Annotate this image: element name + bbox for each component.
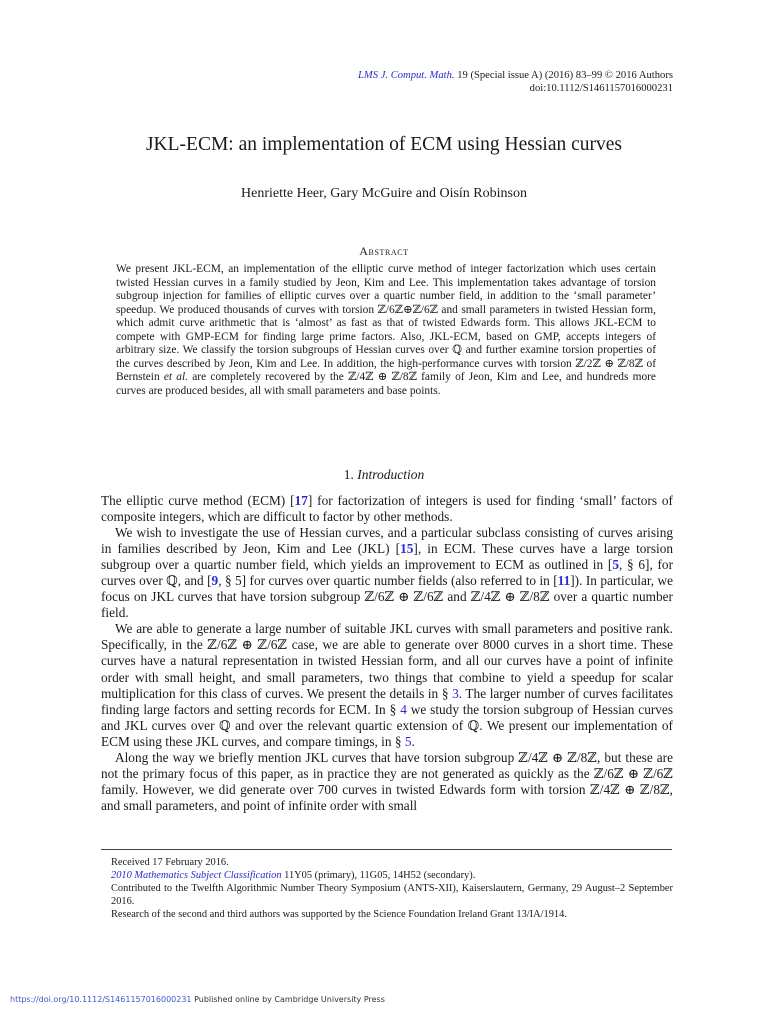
journal-info: 19 (Special issue A) (2016) 83–99 © 2016 Authors xyxy=(454,70,673,81)
abstract-part-1: We present JKL-ECM, an implementation of the elliptic curve method of integer factorization which uses certain twisted Hessian curves in a family studied by Jeon, Kim and Lee. This implementation takes advantage of torsion subgroup injection for families of elliptic curves over a quartic number field, in addition to the ‘small parameter’ speedup. We produced thousands of curves with torsion ℤ/6ℤ⊕ℤ/6ℤ and small parameters in twisted Hessian form, which admit curve arithmetic that is ‘almost’ as fast as that of twisted Edwards form. This allows JKL-ECM to compete with GMP-ECM for finding large prime factors. Also, JKL-ECM, based on GMP, accepts integers of arbitrary size. We classify the torsion subgroups of Hessian curves over ℚ and further examine torsion properties of the curves described by Jeon, Kim and Lee. In addition, the high-performance curves with torsion ℤ/2ℤ ⊕ ℤ/8ℤ of Bernstein xyxy=(116,263,656,384)
page-footer xyxy=(10,995,385,1004)
funding-note: Research of the second and third authors was supported by the Science Foundation Ireland Grant 13/IA/1914. xyxy=(111,909,567,921)
msc-note: 2010 Mathematics Subject Classification 11Y05 (primary), 11G05, 14H52 (secondary). xyxy=(111,870,476,882)
abstract-et-al: et al. xyxy=(163,371,189,384)
contributed-note: Contributed to the Twelfth Algorithmic Number Theory Symposium (ANTS-XII), Kaiserslautern, Germany, 29 August–2 September 2016. xyxy=(111,883,673,908)
section-ref-link[interactable]: 5 xyxy=(404,733,412,749)
journal-line xyxy=(358,69,673,82)
paragraph-4: Along the way we briefly mention JKL curves that have torsion subgroup ℤ/4ℤ ⊕ ℤ/8ℤ, but these are not the primary focus of this paper, as in practice they are not generated as quickly as the ℤ/6ℤ ⊕ ℤ/6ℤ family. However, we did generate over 700 curves in twisted Edwards form with torsion ℤ/4ℤ ⊕ ℤ/8ℤ, and small parameters, and point of infinite order with small xyxy=(101,749,673,813)
received-note: Received 17 February 2016. xyxy=(111,857,229,868)
paragraph-2: We wish to investigate the use of Hessian curves, and a particular subclass consisting of curves arising in families described by Jeon, Kim and Lee (JKL) [15], in ECM. These curves have a large torsion subgroup over a quartic number field, which yields an improvement to ECM as outlined in [5, § 6], for curves over ℚ, and [9, § 5] for curves over quartic number fields (also referred to in [11]). In particular, we focus on JKL curves that have torsion subgroup ℤ/6ℤ ⊕ ℤ/6ℤ and ℤ/4ℤ ⊕ ℤ/8ℤ over a quartic number field. xyxy=(101,525,674,621)
section-heading xyxy=(0,467,768,483)
citation-link[interactable]: 17 xyxy=(294,493,308,508)
journal-meta xyxy=(358,69,673,96)
citation-link[interactable]: 15 xyxy=(400,541,414,557)
body-text xyxy=(101,493,673,814)
abstract-heading: Abstract xyxy=(359,244,409,258)
section-ref-link[interactable]: 3 xyxy=(452,685,459,701)
journal-link[interactable]: LMS J. Comput. Math. xyxy=(358,70,455,81)
paragraph-1: The elliptic curve method (ECM) [17] for factorization of integers is used for finding ‘small’ factors of composite integers, which are difficult to factor by other methods. xyxy=(101,493,673,525)
section-number: 1. xyxy=(343,467,358,482)
msc-link[interactable]: 2010 Mathematics Subject Classification xyxy=(111,870,282,882)
paper-authors: Henriette Heer, Gary McGuire and Oisín Robinson xyxy=(241,186,527,201)
doi-line: doi:10.1112/S1461157016000231 xyxy=(529,83,673,95)
section-title: Introduction xyxy=(357,467,425,482)
doi-link[interactable]: https://doi.org/10.1112/S1461157016000231 xyxy=(10,995,192,1004)
section-ref-link[interactable]: 4 xyxy=(400,701,407,717)
citation-link[interactable]: 9 xyxy=(211,573,219,589)
footnote-divider xyxy=(101,849,672,850)
citation-link[interactable]: 11 xyxy=(557,573,571,589)
abstract-text xyxy=(116,263,656,398)
footnotes xyxy=(101,856,673,921)
published-note: Published online by Cambridge University Press xyxy=(191,995,385,1004)
citation-link[interactable]: 5 xyxy=(612,557,619,573)
paper-title: JKL-ECM: an implementation of ECM using Hessian curves xyxy=(145,134,623,155)
paragraph-3: We are able to generate a large number of suitable JKL curves with small parameters and positive rank. Specifically, in the ℤ/6ℤ ⊕ ℤ/6ℤ case, we are able to generate over 8000 curves in a short time. These curves have a natural representation in twisted Hessian form, and all our curves have a point of infinite order with small height, and small parameters, two things that combine to yield a speedup for scalar multiplication for this class of curves. We present the details in § 3. The larger number of curves facilitates finding large factors and setting records for ECM. In § 4 we study the torsion subgroup of Hessian curves and JKL curves over ℚ and over the relevant quartic extension of ℚ. We present our implementation of ECM using these JKL curves, and compare timings, in § 5. xyxy=(101,621,673,749)
abstract-part-2: are completely recovered by the ℤ/4ℤ ⊕ ℤ/8ℤ family of Jeon, Kim and Lee, and hundreds more curves are produced besides, all with small parameters and base points. xyxy=(116,371,656,397)
